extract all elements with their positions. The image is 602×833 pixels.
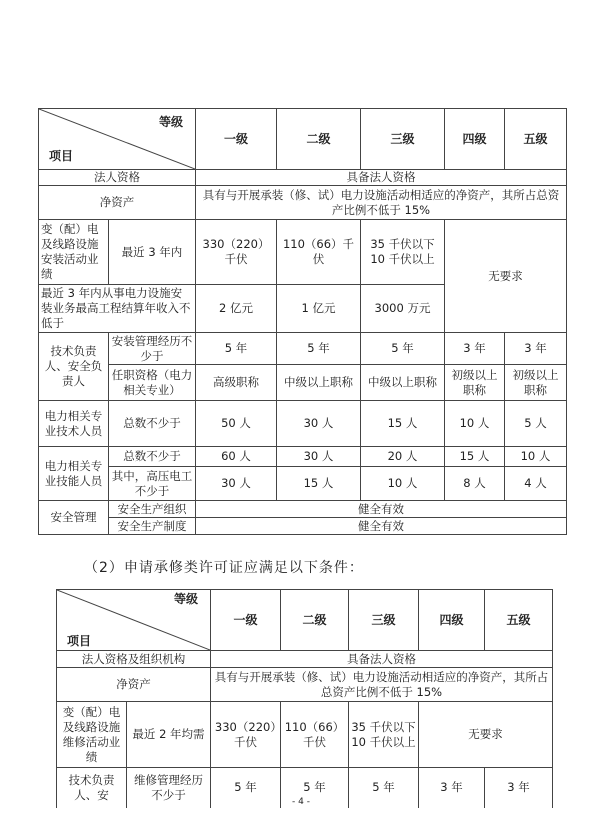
level-5-header: 五级	[505, 109, 567, 170]
header-diagonal-cell-2	[57, 590, 211, 651]
performance-period: 最近 3 年内	[109, 220, 196, 285]
no-requirement-2: 无要求	[419, 702, 553, 768]
performance-level-2: 110（66）千伏	[277, 220, 361, 285]
experience-level-3-2: 5 年	[349, 768, 419, 808]
experience-level-5: 3 年	[505, 333, 567, 365]
performance-label-2: 变（配）电及线路设施维修活动业绩	[57, 702, 127, 768]
experience-level-5-2: 3 年	[485, 768, 553, 808]
experience-label: 安装管理经历不少于	[109, 333, 196, 365]
high-voltage-label: 其中，高压电工不少于	[109, 467, 196, 501]
level-1-header: 一级	[196, 109, 277, 170]
skilled-total-level-5: 10 人	[505, 447, 567, 467]
skilled-total-level-3: 20 人	[361, 447, 445, 467]
level-4-header: 四级	[419, 590, 485, 651]
performance-level-1: 330（220）千伏	[196, 220, 277, 285]
high-voltage-level-5: 4 人	[505, 467, 567, 501]
experience-level-4-2: 3 年	[419, 768, 485, 808]
skilled-staff-label: 电力相关专业技能人员	[39, 447, 109, 501]
technical-staff-level-5: 5 人	[505, 401, 567, 447]
item-header: 项目	[67, 634, 92, 648]
repair-requirements-table	[56, 589, 553, 808]
level-2-header: 二级	[277, 109, 361, 170]
performance-label: 变（配）电及线路设施安装活动业绩	[39, 220, 109, 285]
legal-label: 法人资格	[39, 170, 196, 186]
skilled-total-level-1: 60 人	[196, 447, 277, 467]
safety-management-label: 安全管理	[39, 501, 109, 535]
technical-staff-level-3: 15 人	[361, 401, 445, 447]
qualification-level-2: 中级以上职称	[277, 365, 361, 401]
performance-level-3-2: 35 千伏以下 10 千伏以上	[349, 702, 419, 768]
level-3-header: 三级	[349, 590, 419, 651]
level-5-header: 五级	[485, 590, 553, 651]
performance-level-2-2: 110（66）千伏	[281, 702, 349, 768]
level-2-header: 二级	[281, 590, 349, 651]
legal-value-2: 具备法人资格	[211, 651, 553, 668]
qualification-level-3: 中级以上职称	[361, 365, 445, 401]
safety-organization-value: 健全有效	[196, 501, 567, 518]
skilled-total-label: 总数不少于	[109, 447, 196, 467]
experience-level-1: 5 年	[196, 333, 277, 365]
income-level-3: 3000 万元	[361, 285, 445, 333]
net-assets-value-2: 具有与开展承装（修、试）电力设施活动相适应的净资产，其所占总资产比例不低于 15%	[211, 668, 553, 702]
safety-organization-label: 安全生产组织	[109, 501, 196, 518]
experience-level-3: 5 年	[361, 333, 445, 365]
performance-level-1-2: 330（220）千伏	[211, 702, 281, 768]
qualification-level-1: 高级职称	[196, 365, 277, 401]
high-voltage-level-1: 30 人	[196, 467, 277, 501]
experience-level-4: 3 年	[445, 333, 505, 365]
experience-level-2: 5 年	[277, 333, 361, 365]
skilled-total-level-4: 15 人	[445, 447, 505, 467]
technical-staff-label: 电力相关专业技术人员	[39, 401, 109, 447]
qualification-label: 任职资格（电力相关专业）	[109, 365, 196, 401]
section-2-heading: （2）申请承修类许可证应满足以下条件：	[84, 560, 364, 576]
contracting-requirements-table	[38, 108, 567, 535]
skilled-total-level-2: 30 人	[277, 447, 361, 467]
safety-rules-label: 安全生产制度	[109, 518, 196, 535]
performance-level-3: 35 千伏以下 10 千伏以上	[361, 220, 445, 285]
experience-label-2: 维修管理经历不少于	[127, 768, 211, 808]
high-voltage-level-3: 10 人	[361, 467, 445, 501]
page-number: - 4 -	[292, 797, 310, 807]
experience-level-1-2: 5 年	[211, 768, 281, 808]
legal-value: 具备法人资格	[196, 170, 567, 186]
level-3-header: 三级	[361, 109, 445, 170]
technical-staff-level-4: 10 人	[445, 401, 505, 447]
header-diagonal-cell	[39, 109, 196, 170]
high-voltage-level-4: 8 人	[445, 467, 505, 501]
income-level-2: 1 亿元	[277, 285, 361, 333]
level-1-header: 一级	[211, 590, 281, 651]
net-assets-label-2: 净资产	[57, 668, 211, 702]
tech-lead-label: 技术负责人、安全负责人	[39, 333, 109, 401]
net-assets-value: 具有与开展承装（修、试）电力设施活动相适应的净资产，其所占总资产比例不低于 15%	[196, 186, 567, 220]
legal-label-2: 法人资格及组织机构	[57, 651, 211, 668]
income-level-1: 2 亿元	[196, 285, 277, 333]
grade-header: 等级	[158, 115, 183, 129]
item-header: 项目	[49, 149, 74, 163]
experience-level-2-2: 5 年	[281, 768, 349, 808]
performance-period-2: 最近 2 年均需	[127, 702, 211, 768]
high-voltage-level-2: 15 人	[277, 467, 361, 501]
net-assets-label: 净资产	[39, 186, 196, 220]
tech-lead-label-2: 技术负责人、安	[57, 768, 127, 808]
technical-staff-total-label: 总数不少于	[109, 401, 196, 447]
level-4-header: 四级	[445, 109, 505, 170]
technical-staff-level-1: 50 人	[196, 401, 277, 447]
income-label: 最近 3 年内从事电力设施安装业务最高工程结算年收入不低于	[39, 285, 196, 333]
grade-header: 等级	[173, 592, 198, 606]
technical-staff-level-2: 30 人	[277, 401, 361, 447]
qualification-level-5: 初级以上职称	[505, 365, 567, 401]
qualification-level-4: 初级以上职称	[445, 365, 505, 401]
no-requirement: 无要求	[445, 220, 567, 333]
safety-rules-value: 健全有效	[196, 518, 567, 535]
